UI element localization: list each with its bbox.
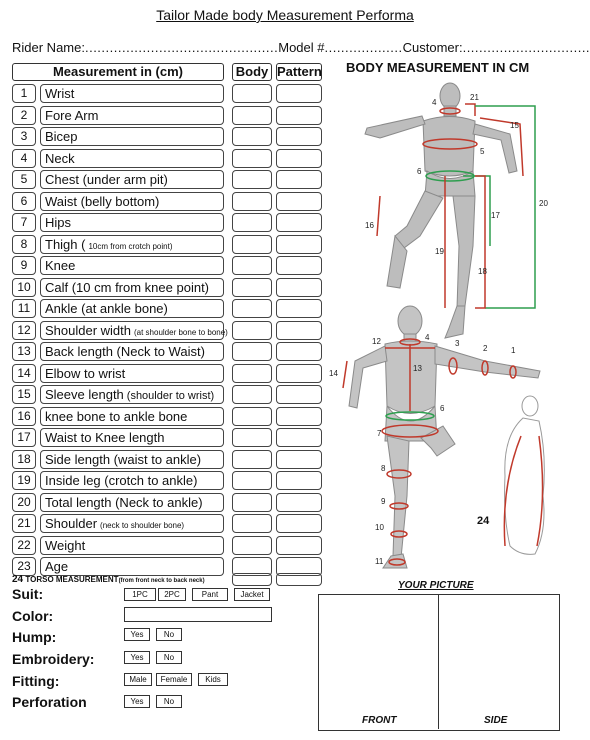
measurement-label bbox=[40, 364, 224, 383]
hump-label: Hump: bbox=[12, 629, 57, 645]
back-label-8: 8 bbox=[381, 464, 386, 473]
back-label-9: 9 bbox=[381, 497, 386, 506]
measurement-label bbox=[40, 536, 224, 555]
model-field[interactable]: ................... bbox=[324, 40, 403, 55]
pattern-value-input[interactable] bbox=[276, 299, 322, 318]
measurement-label-text: Chest (under arm pit) bbox=[45, 172, 168, 187]
row-number: 23 bbox=[12, 557, 36, 576]
body-measurement-title: BODY MEASUREMENT IN CM bbox=[346, 60, 530, 75]
row-number: 9 bbox=[12, 256, 36, 275]
picture-upload-box[interactable] bbox=[318, 594, 560, 731]
embroidery-label: Embroidery: bbox=[12, 651, 95, 667]
measurement-label-text: Knee bbox=[45, 258, 76, 273]
back-label-1: 1 bbox=[511, 346, 516, 355]
measurement-label bbox=[40, 407, 224, 426]
measurement-label-text: knee bone to ankle bone bbox=[45, 409, 188, 424]
body-value-input[interactable] bbox=[232, 471, 272, 490]
measurement-label bbox=[40, 278, 224, 297]
torso-pattern-input[interactable] bbox=[276, 573, 322, 586]
body-value-input[interactable] bbox=[232, 364, 272, 383]
front-label-16: 16 bbox=[365, 221, 374, 230]
measurement-label-text: Side length (waist to ankle) bbox=[45, 452, 202, 467]
pattern-value-input[interactable] bbox=[276, 321, 322, 340]
pattern-value-input[interactable] bbox=[276, 364, 322, 383]
front-label-20: 20 bbox=[539, 199, 548, 208]
body-value-input[interactable] bbox=[232, 493, 272, 512]
pattern-value-input[interactable] bbox=[276, 342, 322, 361]
row-number: 17 bbox=[12, 428, 36, 447]
measurement-label-text: Calf (10 cm from knee point) bbox=[45, 280, 210, 295]
side-figure bbox=[505, 396, 545, 554]
fitting-female[interactable]: Female bbox=[156, 673, 192, 686]
customer-label: Customer: bbox=[402, 40, 463, 55]
measurement-label bbox=[40, 493, 224, 512]
embroidery-yes[interactable]: Yes bbox=[124, 651, 150, 664]
row-number: 1 bbox=[12, 84, 36, 103]
row-number: 20 bbox=[12, 493, 36, 512]
front-label-17: 17 bbox=[491, 211, 500, 220]
measurement-label-text: Ankle (at ankle bone) bbox=[45, 301, 168, 316]
measurement-label-text: Wrist bbox=[45, 86, 75, 101]
front-label-4: 4 bbox=[432, 98, 437, 107]
fitting-kids[interactable]: Kids bbox=[198, 673, 228, 686]
measurement-label-text: Thigh ( bbox=[45, 237, 86, 252]
front-label-19: 19 bbox=[435, 247, 444, 256]
row-number: 5 bbox=[12, 170, 36, 189]
pattern-value-input[interactable] bbox=[276, 493, 322, 512]
measurement-label-note: 10cm from crotch point) bbox=[88, 242, 173, 251]
row-number: 2 bbox=[12, 106, 36, 125]
pattern-value-input[interactable] bbox=[276, 192, 322, 211]
front-label-5: 5 bbox=[480, 147, 485, 156]
model-label: Model # bbox=[278, 40, 325, 55]
pattern-value-input[interactable] bbox=[276, 428, 322, 447]
body-value-input[interactable] bbox=[232, 106, 272, 125]
body-value-input[interactable] bbox=[232, 407, 272, 426]
row-number: 18 bbox=[12, 450, 36, 469]
body-value-input[interactable] bbox=[232, 84, 272, 103]
body-value-input[interactable] bbox=[232, 385, 272, 404]
measurement-label bbox=[40, 84, 224, 103]
body-value-input[interactable] bbox=[232, 149, 272, 168]
pattern-value-input[interactable] bbox=[276, 106, 322, 125]
side-picture-label: SIDE bbox=[484, 715, 508, 726]
pattern-value-input[interactable] bbox=[276, 170, 322, 189]
torso-measurement-row bbox=[12, 574, 205, 585]
measurement-label-text: Shoulder width bbox=[45, 323, 131, 338]
measurement-label bbox=[40, 127, 224, 146]
page-title: Tailor Made body Measurement Performa bbox=[156, 7, 414, 23]
pattern-value-input[interactable] bbox=[276, 213, 322, 232]
pattern-value-input[interactable] bbox=[276, 256, 322, 275]
suit-option-pant[interactable]: Pant bbox=[192, 588, 228, 601]
customer-field[interactable]: ............................... bbox=[462, 40, 590, 55]
measurement-label-note: (shoulder to wrist) bbox=[126, 390, 215, 402]
torso-note: (from front neck to back neck) bbox=[118, 578, 205, 584]
measurement-label-text: Inside leg (crotch to ankle) bbox=[45, 473, 198, 488]
side-label-24: 24 bbox=[477, 515, 490, 527]
color-input[interactable] bbox=[124, 607, 272, 622]
back-label-2: 2 bbox=[483, 344, 488, 353]
measurement-label bbox=[40, 342, 224, 361]
rider-name-field[interactable]: ............................................... bbox=[84, 40, 279, 55]
measurement-label-text: Shoulder bbox=[45, 516, 98, 531]
pattern-value-input[interactable] bbox=[276, 149, 322, 168]
measurement-label bbox=[40, 321, 228, 340]
measurement-header: Measurement in (cm) bbox=[12, 63, 224, 81]
row-number: 15 bbox=[12, 385, 36, 404]
pattern-value-input[interactable] bbox=[276, 127, 322, 146]
pattern-value-input[interactable] bbox=[276, 278, 322, 297]
back-label-13: 13 bbox=[413, 364, 422, 373]
body-value-input[interactable] bbox=[232, 170, 272, 189]
body-value-input[interactable] bbox=[232, 514, 272, 533]
body-value-input[interactable] bbox=[232, 321, 272, 340]
picture-divider bbox=[438, 594, 439, 729]
measurement-label-note: (neck to shoulder bone) bbox=[100, 521, 185, 530]
pattern-value-input[interactable] bbox=[276, 385, 322, 404]
body-value-input[interactable] bbox=[232, 192, 272, 211]
body-value-input[interactable] bbox=[232, 235, 272, 254]
body-value-input[interactable] bbox=[232, 127, 272, 146]
back-label-3: 3 bbox=[455, 339, 460, 348]
back-label-6: 6 bbox=[440, 404, 445, 413]
measurement-label bbox=[40, 450, 224, 469]
front-label-18: 18 bbox=[478, 267, 487, 276]
measurement-label-text: Weight bbox=[45, 538, 86, 553]
measurement-label bbox=[40, 299, 224, 318]
front-label-15: 15 bbox=[510, 121, 519, 130]
row-number: 6 bbox=[12, 192, 36, 211]
measurement-label bbox=[40, 192, 224, 211]
torso-number: 24 bbox=[12, 574, 24, 585]
torso-body-input[interactable] bbox=[232, 573, 272, 586]
pattern-value-input[interactable] bbox=[276, 450, 322, 469]
front-label-21: 21 bbox=[470, 93, 479, 102]
front-picture-label: FRONT bbox=[362, 715, 397, 726]
body-value-input[interactable] bbox=[232, 256, 272, 275]
measurement-label bbox=[40, 149, 224, 168]
row-number: 8 bbox=[12, 235, 36, 254]
pattern-value-input[interactable] bbox=[276, 407, 322, 426]
fitting-male[interactable]: Male bbox=[124, 673, 152, 686]
front-label-6: 6 bbox=[417, 167, 422, 176]
pattern-value-input[interactable] bbox=[276, 536, 322, 555]
back-label-12: 12 bbox=[372, 337, 381, 346]
rider-info-line bbox=[12, 40, 590, 55]
measurement-label bbox=[40, 213, 224, 232]
torso-label: TORSO MEASUREMENT bbox=[25, 575, 119, 584]
measurement-label bbox=[40, 170, 224, 189]
body-measurement-diagram bbox=[325, 76, 565, 581]
hump-yes[interactable]: Yes bbox=[124, 628, 150, 641]
measurement-label-text: Sleeve length bbox=[45, 387, 124, 402]
body-value-input[interactable] bbox=[232, 450, 272, 469]
perforation-no[interactable]: No bbox=[156, 695, 182, 708]
back-label-11: 11 bbox=[375, 557, 384, 566]
measurement-label bbox=[40, 471, 224, 490]
measurement-label bbox=[40, 385, 224, 404]
measurement-label-text: Waist to Knee length bbox=[45, 430, 165, 445]
suit-option-1pc[interactable]: 1PC bbox=[124, 588, 156, 601]
body-column-header: Body bbox=[232, 63, 272, 81]
row-number: 14 bbox=[12, 364, 36, 383]
row-number: 13 bbox=[12, 342, 36, 361]
perforation-yes[interactable]: Yes bbox=[124, 695, 150, 708]
embroidery-no[interactable]: No bbox=[156, 651, 182, 664]
measurement-label bbox=[40, 428, 224, 447]
body-value-input[interactable] bbox=[232, 213, 272, 232]
row-number: 19 bbox=[12, 471, 36, 490]
row-number: 16 bbox=[12, 407, 36, 426]
pattern-value-input[interactable] bbox=[276, 235, 322, 254]
measurement-label-text: Elbow to wrist bbox=[45, 366, 126, 381]
measurement-label-text: Waist (belly bottom) bbox=[45, 194, 160, 209]
measurement-label-text: Hips bbox=[45, 215, 72, 230]
measurement-label-text: Fore Arm bbox=[45, 108, 99, 123]
body-value-input[interactable] bbox=[232, 428, 272, 447]
row-number: 11 bbox=[12, 299, 36, 318]
row-number: 21 bbox=[12, 514, 36, 533]
measurement-label-text: Bicep bbox=[45, 129, 78, 144]
back-label-7: 7 bbox=[377, 429, 382, 438]
back-label-14: 14 bbox=[329, 369, 338, 378]
body-value-input[interactable] bbox=[232, 536, 272, 555]
rider-name-label: Rider Name: bbox=[12, 40, 85, 55]
measurement-label-note: (at shoulder bone to bone) bbox=[134, 328, 228, 337]
measurement-label-text: Neck bbox=[45, 151, 75, 166]
body-value-input[interactable] bbox=[232, 299, 272, 318]
body-value-input[interactable] bbox=[232, 342, 272, 361]
measurement-label bbox=[40, 256, 224, 275]
suit-label: Suit: bbox=[12, 586, 44, 602]
measurement-label-text: Age bbox=[45, 559, 69, 574]
row-number: 4 bbox=[12, 149, 36, 168]
row-number: 7 bbox=[12, 213, 36, 232]
body-value-input[interactable] bbox=[232, 278, 272, 297]
measurement-label-text: Total length (Neck to ankle) bbox=[45, 495, 203, 510]
pattern-value-input[interactable] bbox=[276, 471, 322, 490]
hump-no[interactable]: No bbox=[156, 628, 182, 641]
row-number: 10 bbox=[12, 278, 36, 297]
suit-option-2pc[interactable]: 2PC bbox=[158, 588, 186, 601]
row-number: 3 bbox=[12, 127, 36, 146]
row-number: 12 bbox=[12, 321, 36, 340]
perforation-label: Perforation bbox=[12, 694, 87, 710]
pattern-value-input[interactable] bbox=[276, 84, 322, 103]
suit-option-jacket[interactable]: Jacket bbox=[234, 588, 270, 601]
pattern-value-input[interactable] bbox=[276, 514, 322, 533]
pattern-column-header: Pattern bbox=[277, 64, 322, 79]
measurement-label bbox=[40, 106, 224, 125]
fitting-label: Fitting: bbox=[12, 673, 60, 689]
back-label-10: 10 bbox=[375, 523, 384, 532]
color-label: Color: bbox=[12, 608, 54, 624]
row-number: 22 bbox=[12, 536, 36, 555]
measurement-label bbox=[40, 235, 224, 254]
measurement-label bbox=[40, 514, 224, 533]
back-label-4: 4 bbox=[425, 333, 430, 342]
measurement-label-text: Back length (Neck to Waist) bbox=[45, 344, 205, 359]
your-picture-title: YOUR PICTURE bbox=[398, 580, 474, 591]
